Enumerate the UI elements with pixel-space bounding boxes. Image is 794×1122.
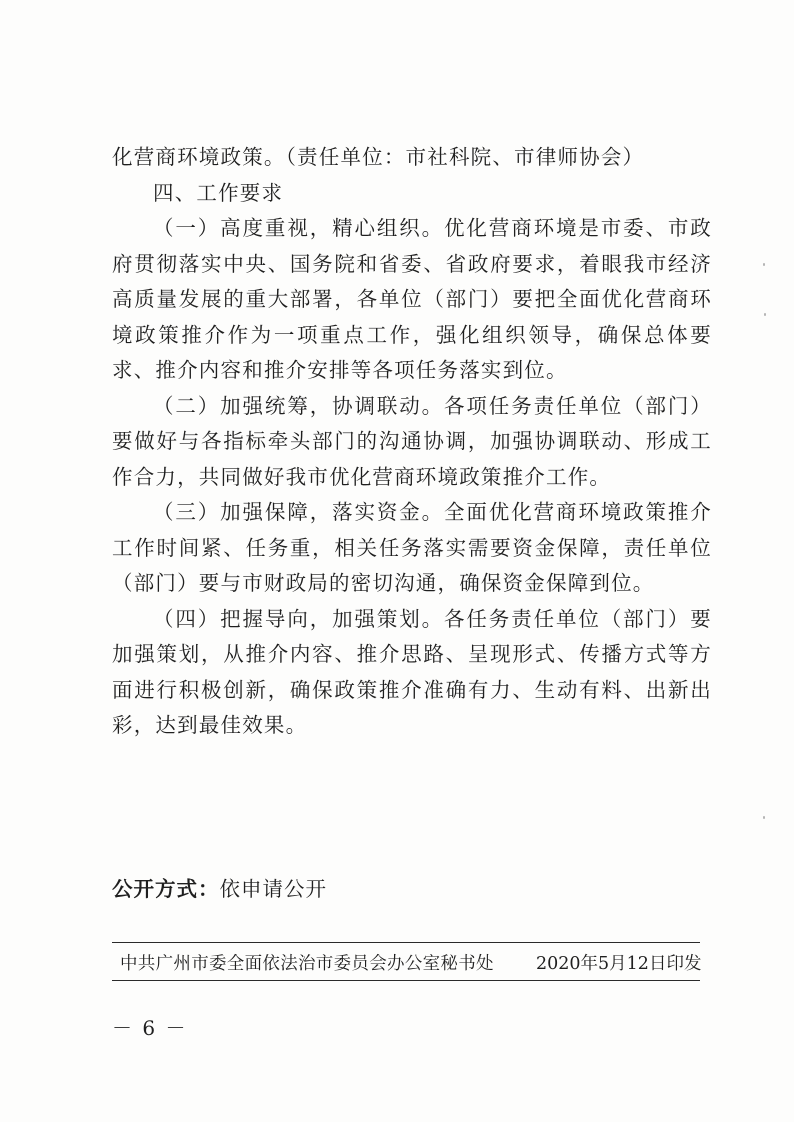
requirement-2-text: 各项任务责任单位（部门）要做好与各指标牵头部门的沟通协调，加强协调联动、形成工作合力，共同做好我市优化营商环境政策推介工作。 [112,393,712,489]
disclosure-method [112,872,327,902]
requirement-2-heading: （二）加强统筹，协调联动。 [153,393,445,418]
disclosure-value: 依申请公开 [219,877,327,901]
requirement-1-heading: （一）高度重视，精心组织。 [153,216,445,240]
requirement-3-text: 全面优化营商环境政策推介工作时间紧、任务重，相关任务落实需要资金保障，责任单位（部门）要与市财政局的密切沟通，确保资金保障到位。 [112,500,712,595]
page-number: － 6 － [112,1016,188,1040]
requirement-3-heading: （三）加强保障，落实资金。 [153,500,445,524]
footer-top-rule [112,942,700,943]
requirement-paragraph-1 [112,211,712,389]
section-heading: 四、工作要求 [153,180,284,205]
scan-speck [763,816,765,819]
requirement-4-heading: （四）把握导向，加强策划。 [153,606,445,631]
disclosure-label: 公开方式： [112,877,220,901]
document-body [112,140,712,744]
scan-speck [763,263,765,266]
requirement-4-text: 各任务责任单位（部门）要加强策划，从推介内容、推介思路、呈现形式、传播方式等方面进行积极创新，确保政策推介准确有力、生动有料、出新出彩，达到最佳效果。 [112,606,712,737]
footer-print-date: 2020年5月12日印发 [536,954,702,974]
requirement-1-text: 优化营商环境是市委、市政府贯彻落实中央、国务院和省委、省政府要求，着眼我市经济高质量发展的重大部署，各单位（部门）要把全面优化营商环境政策推介作为一项重点工作，强化组织领导，确保总体要求、推介内容和推介安排等各项任务落实到位。 [112,216,712,382]
footer-bottom-rule [112,980,700,981]
requirement-paragraph-2 [112,389,712,496]
continued-paragraph: 化营商环境政策。（责任单位：市社科院、市律师协会） [112,145,645,169]
footer-issuer: 中共广州市委全面依法治市委员会办公室秘书处 [120,954,494,974]
requirement-paragraph-4 [112,602,712,744]
scan-speck [764,313,766,316]
requirement-paragraph-3 [112,495,712,602]
